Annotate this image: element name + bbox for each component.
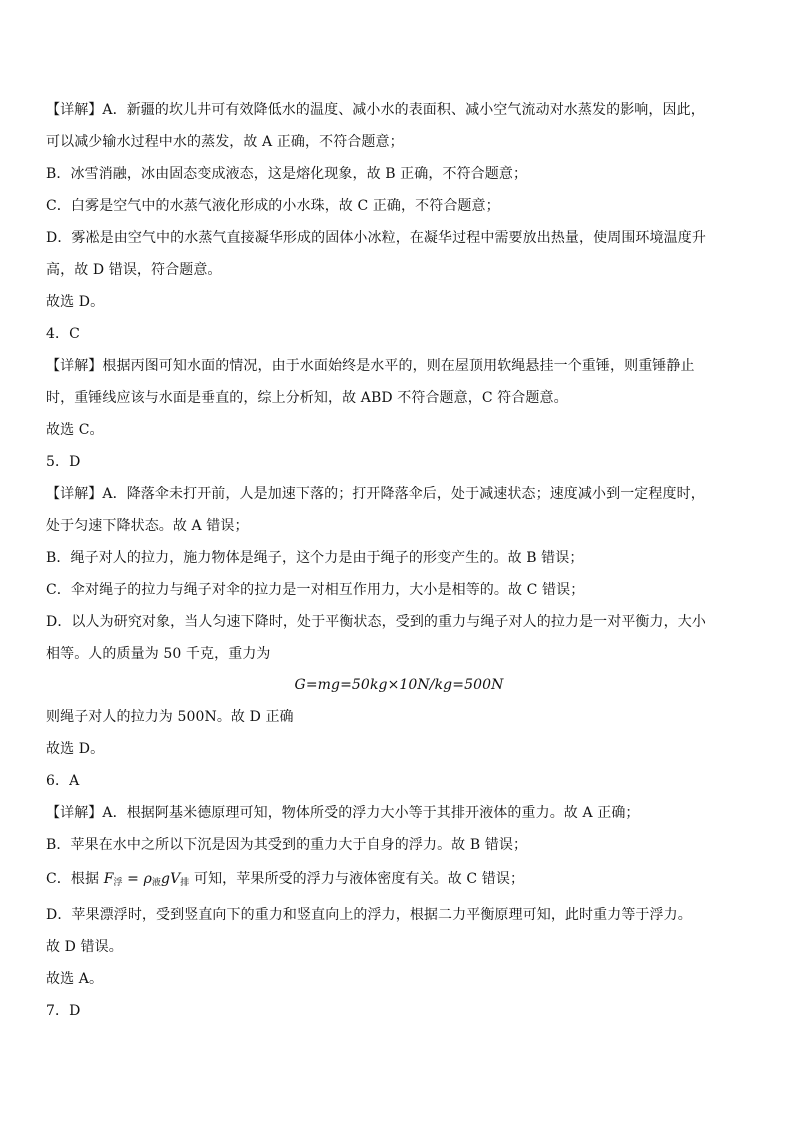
question-number: 5．D — [46, 454, 81, 470]
formula-rho-sub: 液 — [151, 878, 162, 888]
text-line: D．苹果漂浮时，受到竖直向下的重力和竖直向上的浮力，根据二力平衡原理可知，此时重力等于浮力。 — [46, 907, 692, 923]
text-line: 【详解】A．新疆的坎儿井可有效降低水的温度、减小水的表面积、减小空气流动对水蒸发的影响，因此， — [46, 102, 705, 118]
text-line: 故 D 错误。 — [46, 939, 123, 955]
text-line: B．冰雪消融，冰由固态变成液态，这是熔化现象，故 B 正确，不符合题意； — [46, 166, 528, 182]
text-line: B．苹果在水中之所以下沉是因为其受到的重力大于自身的浮力。故 B 错误； — [46, 837, 528, 853]
text-line: 则绳子对人的拉力为 500N。故 D 正确 — [46, 709, 294, 725]
text-line: 【详解】根据丙图可知水面的情况，由于水面始终是水平的，则在屋顶用软绳悬挂一个重锤，则重锤静止 — [46, 358, 695, 374]
text-line: 相等。人的质量为 50 千克，重力为 — [46, 646, 271, 662]
formula-eq: = — [122, 871, 144, 887]
text-line: 故选 D。 — [46, 294, 105, 310]
text-line: C．伞对绳子的拉力与绳子对伞的拉力是一对相互作用力，大小是相等的。故 C 错误； — [46, 582, 585, 598]
text-line: 处于匀速下降状态。故 A 错误； — [46, 518, 249, 534]
text-line: 故选 A。 — [46, 971, 104, 987]
formula-g: g — [161, 871, 171, 887]
text-segment: C．根据 — [46, 871, 100, 887]
question-number: 4．C — [46, 326, 80, 342]
text-line: 故选 C。 — [46, 422, 104, 438]
text-segment: 可知，苹果所受的浮力与液体密度有关。故 C 错误； — [193, 871, 525, 887]
text-line: 【详解】A．降落伞未打开前，人是加速下落的；打开降落伞后，处于减速状态；速度减小到一定程度时， — [46, 486, 705, 502]
formula-F: F — [103, 871, 114, 887]
formula-V: V — [170, 871, 181, 887]
text-line: B．绳子对人的拉力，施力物体是绳子，这个力是由于绳子的形变产生的。故 B 错误； — [46, 550, 584, 566]
text-line-with-formula — [46, 869, 524, 893]
text-line: 【详解】A．根据阿基米德原理可知，物体所受的浮力大小等于其排开液体的重力。故 A 正确； — [46, 805, 640, 821]
text-line: 时，重锤线应该与水面是垂直的，综上分析知，故 ABD 不符合题意，C 符合题意。 — [46, 390, 568, 406]
text-line: D．以人为研究对象，当人匀速下降时，处于平衡状态，受到的重力与绳子对人的拉力是一对平衡力，大小 — [46, 614, 706, 630]
text-line: 高，故 D 错误，符合题意。 — [46, 262, 222, 278]
formula-V-sub: 排 — [180, 878, 190, 888]
text-line: 可以减少输水过程中水的蒸发，故 A 正确，不符合题意； — [46, 134, 404, 150]
text-line: 故选 D。 — [46, 741, 105, 757]
inline-formula — [104, 871, 190, 887]
formula-rho: ρ — [143, 871, 152, 887]
text-line: D．雾凇是由空气中的水蒸气直接凝华形成的固体小冰粒，在凝华过程中需要放出热量，使周围环境温度升 — [46, 230, 706, 246]
question-number: 7．D — [46, 1003, 81, 1019]
question-number: 6．A — [46, 773, 80, 789]
formula-F-sub: 浮 — [113, 878, 123, 888]
text-line: C．白雾是空气中的水蒸气液化形成的小水珠，故 C 正确，不符合题意； — [46, 198, 500, 214]
formula-line: G=mg=50kg×10N/kg=500N — [294, 677, 504, 693]
